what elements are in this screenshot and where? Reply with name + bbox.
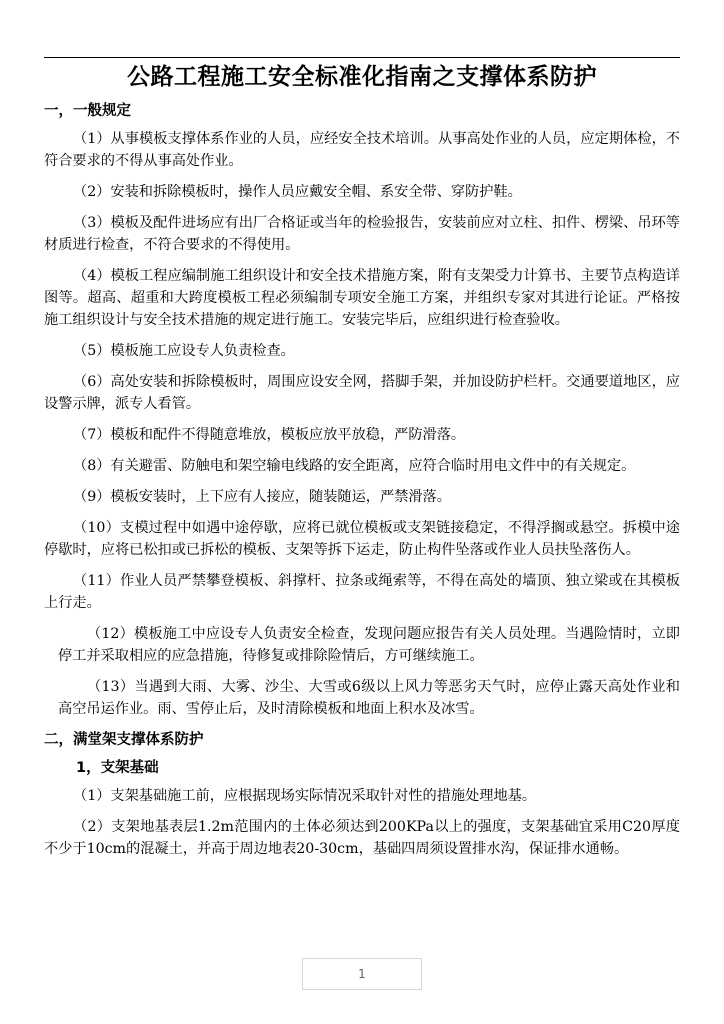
paragraph-6: （6）高处安装和拆除模板时，周围应设安全网，搭脚手架，并加设防护栏杆。交通要道地区，应设警示牌，派专人看管。 [44,374,680,412]
page-title: 公路工程施工安全标准化指南之支撑体系防护 [127,64,597,90]
paragraph-13: （13）当遇到大雨、大雾、沙尘、大雪或6级以上风力等恶劣天气时，应停止露天高处作业和高空吊运作业。雨、雪停止后，及时清除模板和地面上积水及冰雪。 [58,679,680,717]
paragraph-2: （2）安装和拆除模板时，操作人员应戴安全帽、系安全带、穿防护鞋。 [73,184,522,200]
section-heading-general: 一，一般规定 [44,103,131,119]
paragraph-11: （11）作业人员严禁攀登模板、斜撑杆、拉条或绳索等，不得在高处的墙顶、独立梁或在其模板上行走。 [44,573,680,611]
paragraph-foundation-1: （1）支架基础施工前，应根据现场实际情况采取针对性的措施处理地基。 [73,788,537,804]
subsection-heading-foundation: 1，支架基础 [76,760,159,776]
paragraph-10: （10）支模过程中如遇中途停歇，应将已就位模板或支架链接稳定，不得浮搁或悬空。拆模中途停歇时，应将已松扣或已拆松的模板、支架等拆下运走，防止构件坠落或作业人员扶坠落伤人。 [44,520,680,558]
paragraph-12: （12）模板施工中应设专人负责安全检查，发现问题应报告有关人员处理。当遇险情时，立即停工并采取相应的应急措施，待修复或排除险情后，方可继续施工。 [58,626,680,664]
paragraph-3: （3）模板及配件进场应有出厂合格证或当年的检验报告，安装前应对立柱、扣件、楞梁、吊环等材质进行检查，不符合要求的不得使用。 [44,215,680,253]
paragraph-9: （9）模板安装时，上下应有人接应，随装随运，严禁滑落。 [73,489,451,505]
paragraph-8: （8）有关避雷、防触电和架空输电线路的安全距离，应符合临时用电文件中的有关规定。 [73,458,636,474]
paragraph-foundation-2: （2）支架地基表层1.2m范围内的土体必须达到200KPa以上的强度，支架基础宜采用C20厚度不少于10cm的混凝土，并高于周边地表20-30cm，基础四周须设置排水沟，保证排水通畅。 [44,819,680,857]
paragraph-7: （7）模板和配件不得随意堆放，模板应放平放稳，严防滑落。 [73,427,466,443]
header-rule [44,57,680,58]
document-body [44,100,680,869]
paragraph-5: （5）模板施工应设专人负责检查。 [73,343,295,359]
page-number: 1 [302,958,422,990]
section-heading-support: 二，满堂架支撑体系防护 [44,732,204,748]
paragraph-1: （1）从事模板支撑体系作业的人员，应经安全技术培训。从事高处作业的人员，应定期体检，不符合要求的不得从事高处作业。 [44,131,680,169]
paragraph-4: （4）模板工程应编制施工组织设计和安全技术措施方案，附有支架受力计算书、主要节点构造详图等。超高、超重和大跨度模板工程必须编制专项安全施工方案，并组织专家对其进行论证。严格按施工组织设计与安全技术措施的规定进行施工。安装完毕后，应组织进行检查验收。 [44,268,680,328]
